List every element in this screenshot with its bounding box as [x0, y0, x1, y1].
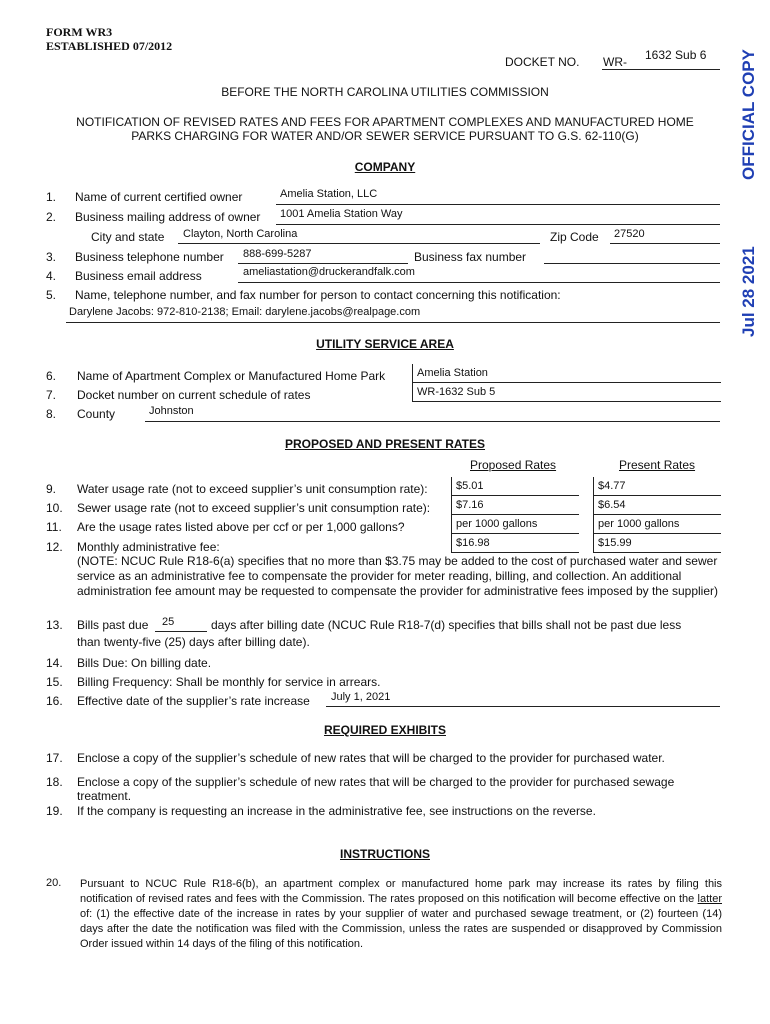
owner-name-value[interactable]: Amelia Station, LLC	[280, 188, 378, 200]
county-value[interactable]: Johnston	[149, 405, 194, 417]
complex-name-field	[412, 364, 721, 383]
email-label: Business email address	[75, 269, 202, 283]
admin-present-value[interactable]: $15.99	[598, 537, 632, 549]
notification-title-line1: NOTIFICATION OF REVISED RATES AND FEES FOR APARTMENT COMPLEXES AND MANUFACTURED HOME	[76, 115, 694, 129]
item-number: 7.	[46, 388, 57, 402]
fax-line	[544, 263, 720, 264]
utility-heading: UTILITY SERVICE AREA	[316, 337, 454, 351]
item-number: 3.	[46, 250, 57, 264]
item-number: 8.	[46, 407, 57, 421]
water-proposed-value[interactable]: $5.01	[456, 480, 484, 492]
phone-label: Business telephone number	[75, 250, 224, 264]
billing-frequency-text: Billing Frequency: Shall be monthly for service in arrears.	[77, 675, 381, 689]
item-number: 11.	[46, 520, 62, 534]
rate-unit-label: Are the usage rates listed above per ccf or per 1,000 gallons?	[77, 520, 405, 534]
instructions-heading: INSTRUCTIONS	[340, 847, 430, 861]
mailing-address-value[interactable]: 1001 Amelia Station Way	[280, 208, 403, 220]
admin-proposed-value[interactable]: $16.98	[456, 537, 490, 549]
item-number: 5.	[46, 288, 57, 302]
unit-proposed-field	[451, 515, 579, 534]
item-number: 12.	[46, 540, 63, 554]
item-number: 17.	[46, 751, 63, 765]
docket-schedule-value[interactable]: WR-1632 Sub 5	[417, 386, 496, 398]
admin-present-field	[593, 534, 721, 553]
present-column-header: Present Rates	[619, 458, 696, 472]
admin-proposed-field	[451, 534, 579, 553]
water-rate-label: Water usage rate (not to exceed supplier’s unit consumption rate):	[77, 482, 428, 496]
bills-past-due-text: days after billing date (NCUC Rule R18-7(d) specifies that bills shall not be past due less	[211, 618, 682, 632]
docket-prefix: WR-	[603, 55, 627, 69]
item-number: 13.	[46, 618, 63, 632]
bills-past-due-label: Bills past due	[77, 618, 149, 632]
effective-date-value[interactable]: July 1, 2021	[331, 691, 391, 703]
bills-due-text: Bills Due: On billing date.	[77, 656, 212, 670]
exhibits-heading: REQUIRED EXHIBITS	[323, 723, 446, 737]
zip-value[interactable]: 27520	[614, 228, 645, 240]
effective-date-line	[326, 706, 720, 707]
item-number: 2.	[46, 210, 57, 224]
docket-value: 1632 Sub 6	[645, 48, 707, 62]
admin-fee-note: (NOTE: NCUC Rule R18-6(a) specifies that no more than $3.75 may be added to the cost of purchased water and sewer service as an administrative fee to compensate the provider for meter reading, billing, and collection. An additional administration fee amount may be requested to compensate the provider for administrative fees imposed by the supplier)	[77, 554, 719, 598]
sewer-rate-label: Sewer usage rate (not to exceed supplier’s unit consumption rate):	[77, 501, 431, 515]
proposed-column-header: Proposed Rates	[470, 458, 557, 472]
contact-line	[66, 322, 720, 323]
instructions-text-b: of: (1) the effective date of the increase in rates by your supplier of water and purchased sewage treatment, or (2) fourteen (14) days after the date the notification was filed with the Commission, unless the rates are suspended or disapproved by Commission Order issued within 14 days of the filing of this notification.	[80, 908, 722, 950]
phone-value[interactable]: 888-699-5287	[243, 248, 312, 260]
instructions-text-a: Pursuant to NCUC Rule R18-6(b), an apartment complex or manufactured home park may increase its rates by filing this notification of revised rates and fees with the Commission. The rates proposed on this notification will become effective on the	[80, 878, 722, 905]
contact-label: Name, telephone number, and fax number for person to contact concerning this notification:	[75, 288, 561, 302]
city-state-line	[178, 243, 540, 244]
owner-name-label: Name of current certified owner	[75, 190, 243, 204]
exhibit-sewer-text: Enclose a copy of the supplier’s schedule of new rates that will be charged to the provider for purchased sewage treatment.	[77, 775, 675, 803]
commission-title: BEFORE THE NORTH CAROLINA UTILITIES COMMISSION	[221, 85, 549, 99]
contact-value[interactable]: Darylene Jacobs: 972-810-2138; Email: darylene.jacobs@realpage.com	[69, 306, 421, 318]
water-proposed-field	[451, 477, 579, 496]
notification-title-line2: PARKS CHARGING FOR WATER AND/OR SEWER SERVICE PURSUANT TO G.S. 62-110(G)	[131, 129, 639, 143]
official-copy-stamp: OFFICIAL COPY	[739, 49, 758, 180]
unit-present-field	[593, 515, 721, 534]
complex-name-value[interactable]: Amelia Station	[417, 367, 488, 379]
county-label: County	[77, 407, 116, 421]
item-number: 15.	[46, 675, 63, 689]
admin-fee-label: Monthly administrative fee:	[77, 540, 220, 554]
sewer-proposed-field	[451, 496, 579, 515]
mailing-address-label: Business mailing address of owner	[75, 210, 261, 224]
city-state-value[interactable]: Clayton, North Carolina	[183, 228, 298, 240]
sewer-proposed-value[interactable]: $7.16	[456, 499, 484, 511]
effective-date-label: Effective date of the supplier’s rate increase	[77, 694, 310, 708]
bills-past-due-line	[155, 631, 207, 632]
water-present-field	[593, 477, 721, 496]
company-heading: COMPANY	[354, 160, 416, 174]
sewer-present-field	[593, 496, 721, 515]
item-number: 6.	[46, 369, 57, 383]
unit-proposed-value[interactable]: per 1000 gallons	[456, 518, 538, 530]
fax-label: Business fax number	[414, 250, 527, 264]
docket-underline	[602, 69, 720, 70]
instructions-text-latter: latter	[697, 893, 722, 905]
county-line	[145, 421, 720, 422]
bills-past-due-text-cont: than twenty-five (25) days after billing date).	[77, 635, 310, 649]
item-number: 18.	[46, 775, 63, 789]
email-value[interactable]: ameliastation@druckerandfalk.com	[243, 266, 415, 278]
zip-line	[610, 243, 720, 244]
city-state-label: City and state	[91, 230, 165, 244]
form-established: ESTABLISHED 07/2012	[46, 39, 173, 53]
item-number: 16.	[46, 694, 63, 708]
bills-past-due-value[interactable]: 25	[162, 616, 175, 628]
rates-heading: PROPOSED AND PRESENT RATES	[284, 437, 486, 451]
phone-line	[238, 263, 408, 264]
item-number: 20.	[46, 877, 62, 889]
unit-present-value[interactable]: per 1000 gallons	[598, 518, 680, 530]
zip-label: Zip Code	[550, 230, 599, 244]
item-number: 1.	[46, 190, 57, 204]
docket-schedule-label: Docket number on current schedule of rates	[77, 388, 311, 402]
filing-date-stamp: Jul 28 2021	[739, 246, 758, 337]
item-number: 4.	[46, 269, 57, 283]
exhibit-admin-text: If the company is requesting an increase in the administrative fee, see instructions on the reverse.	[77, 804, 596, 818]
email-line	[238, 282, 720, 283]
item-number: 9.	[46, 482, 57, 496]
instructions-paragraph	[80, 877, 722, 952]
item-number: 19.	[46, 804, 63, 818]
docket-label: DOCKET NO.	[505, 55, 580, 69]
docket-schedule-field	[412, 383, 721, 402]
exhibit-water-text: Enclose a copy of the supplier’s schedule of new rates that will be charged to the provider for purchased water.	[77, 751, 665, 765]
complex-name-label: Name of Apartment Complex or Manufactured Home Park	[77, 369, 386, 383]
form-number: FORM WR3	[46, 25, 113, 39]
water-present-value[interactable]: $4.77	[598, 480, 626, 492]
item-number: 10.	[46, 501, 63, 515]
item-number: 14.	[46, 656, 63, 670]
owner-name-line	[276, 204, 720, 205]
mailing-address-line	[276, 224, 720, 225]
sewer-present-value[interactable]: $6.54	[598, 499, 626, 511]
